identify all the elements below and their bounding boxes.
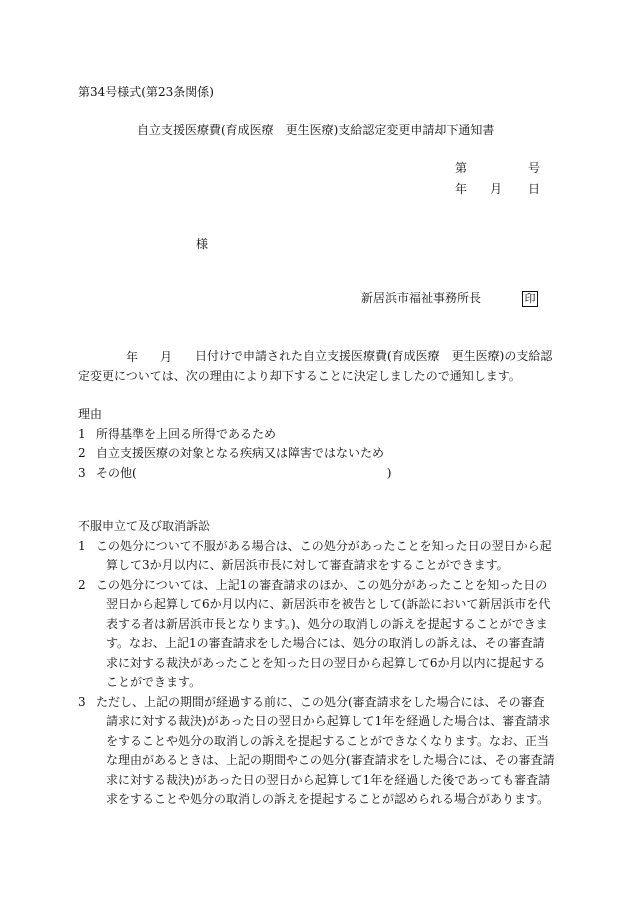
intro-month: 月 [160, 350, 173, 364]
intro-text: 日付けで申請された自立支援医療費(育成医療 更生医療)の支給認定変更については、次の理由により却下することに決定しましたので通知します。 [78, 349, 553, 383]
appeal-item [78, 537, 556, 576]
form-number: 第34号様式(第23条関係) [78, 85, 214, 99]
appeal-number: 1 [78, 538, 86, 553]
date-year: 年 [455, 182, 468, 196]
appeal-item [78, 576, 556, 693]
reason-number: 3 [78, 465, 86, 480]
reason-text: 自立支援医療の対象となる疾病又は障害ではないため [96, 446, 385, 460]
reason-item [78, 444, 556, 464]
reason-text: その他( [96, 465, 137, 480]
sender-name: 新居浜市福祉事務所長 [361, 291, 482, 305]
appeal-section [78, 517, 556, 810]
intro-year: 年 [126, 350, 139, 364]
reason-close-paren: ) [386, 465, 392, 480]
reason-item [78, 425, 556, 445]
appeal-text: ただし、上記の期間が経過する前に、この処分(審査請求をした場合には、その審査請求に対する裁決)があった日の翌日から起算して1年を経過した場合は、審査請求をすることや処分の取消しの訴えを提起することができなくなります。なお、正当な理由があるときは、上記の期間やこの処分(審査請求をした場合には、その審査請求に対する裁決)があった日の翌日から起算して1年を経過した後であっても審査請求をすることや処分の取消しの訴えを提起することが認められる場合があります。 [96, 694, 555, 806]
reason-text: 所得基準を上回る所得であるため [96, 426, 277, 441]
appeal-number: 3 [78, 694, 86, 709]
appeal-heading: 不服申立て及び取消訴訟 [78, 519, 211, 533]
appeal-text: この処分については、上記1の審査請求のほか、この処分があったことを知った日の翌日から起算して6か月以内に、新居浜市を被告として(訴訟において新居浜市を代表する者は新居浜市長となります。)、処分の取消しの訴えを提起することができます。なお、上記1の審査請求をした場合には、処分の取消しの訴えは、その審査請求に対する裁決があったことを知った日の翌日から起算して6か月以内に提起することができます。 [96, 577, 551, 689]
reasons-section [78, 405, 556, 483]
doc-number-suffix: 号 [528, 161, 541, 175]
appeal-item [78, 693, 556, 810]
date-month: 月 [490, 182, 503, 196]
appeal-text: この処分について不服がある場合は、この処分があったことを知った日の翌日から起算して3か月以内に、新居浜市長に対して審査請求をすることができます。 [96, 538, 552, 572]
appeal-number: 2 [78, 577, 86, 592]
document-title: 自立支援医療費(育成医療 更生医療)支給認定変更申請却下通知書 [137, 123, 495, 137]
reason-item [78, 464, 556, 484]
doc-number-prefix: 第 [455, 161, 468, 175]
reasons-heading: 理由 [78, 407, 103, 421]
reason-number: 2 [78, 446, 86, 460]
addressee-honorific: 様 [196, 237, 209, 251]
seal-mark [522, 290, 538, 307]
reason-number: 1 [78, 426, 86, 441]
seal-icon: 印 [522, 291, 538, 307]
date-day: 日 [528, 182, 541, 196]
